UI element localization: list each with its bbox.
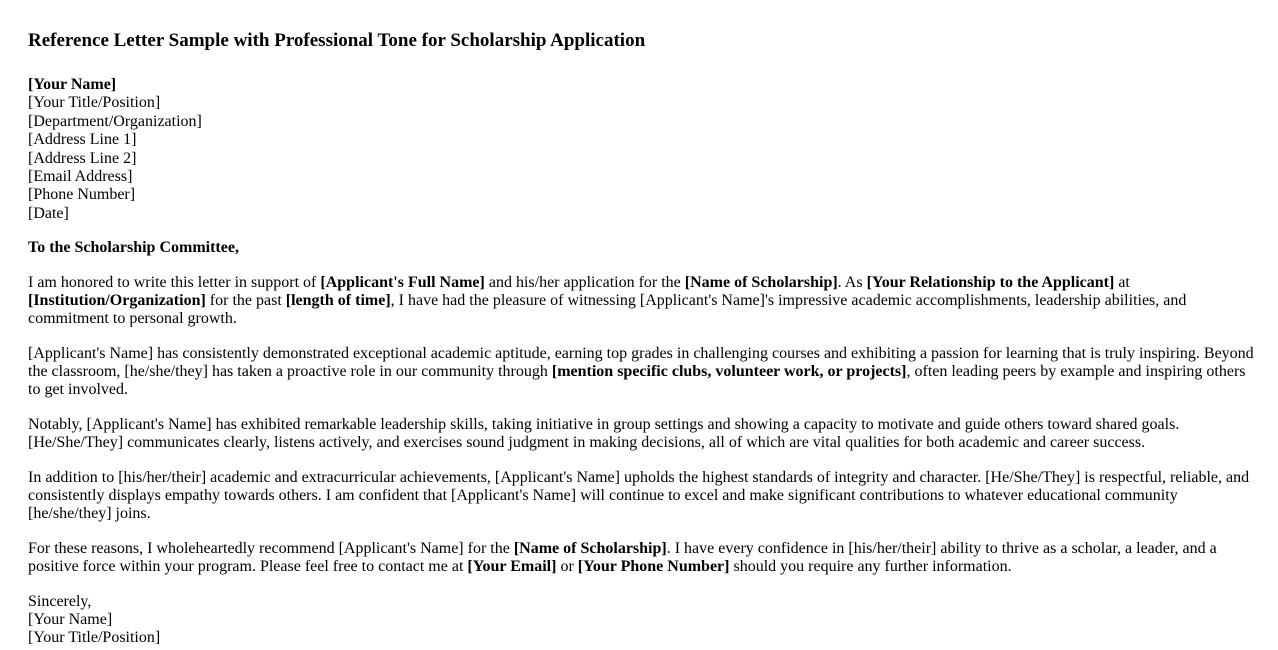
letter-paragraph-academics: [Applicant's Name] has consistently demonstrated exceptional academic aptitude, earning top grades in challenging courses and exhibiting a passion for learning that is truly inspiring. Beyond the classroom, [he/she/they] has taken a proactive role in our community through [mention specific clubs, volunteer work, or projects], often leading peers by example and inspiring others to get involved.: [28, 344, 1254, 399]
letter-paragraph-intro: I am honored to write this letter in support of [Applicant's Full Name] and his/her application for the [Name of Scholarship]. As [Your Relationship to the Applicant] at [Institution/Organization] for the past [length of time], I have had the pleasure of witnessing [Applicant's Name]'s impressive academic accomplishments, leadership abilities, and commitment to personal growth.: [28, 273, 1187, 328]
sender-address-block: [Your Name] [Your Title/Position] [Department/Organization] [Address Line 1] [Address Line 2] [Email Address] [Phone Number] [Date]: [28, 76, 202, 222]
letter-paragraph-character: In addition to [his/her/their] academic and extracurricular achievements, [Applicant's Name] upholds the highest standards of integrity and character. [He/She/They] is respectful, reliable, and consistently displays empathy towards others. I am confident that [Applicant's Name] will continue to excel and make significant contributions to whatever educational community [he/she/they] joins.: [28, 468, 1250, 523]
salutation: To the Scholarship Committee,: [28, 239, 239, 257]
letter-paragraph-recommendation: For these reasons, I wholeheartedly recommend [Applicant's Name] for the [Name of Scholarship]. I have every confidence in [his/her/their] ability to thrive as a scholar, a leader, and a positive force within your program. Please feel free to contact me at [Your Email] or [Your Phone Number] should you require any further information.: [28, 539, 1217, 576]
page-title: Reference Letter Sample with Professional Tone for Scholarship Application: [28, 30, 646, 51]
letter-paragraph-leadership: Notably, [Applicant's Name] has exhibited remarkable leadership skills, taking initiative in group settings and showing a capacity to motivate and guide others toward shared goals. [He/She/They] communicates clearly, listens actively, and exercises sound judgment in making decisions, all of which are vital qualities for both academic and career success.: [28, 415, 1180, 452]
closing-signature-block: Sincerely, [Your Name] [Your Title/Position]: [28, 592, 161, 647]
